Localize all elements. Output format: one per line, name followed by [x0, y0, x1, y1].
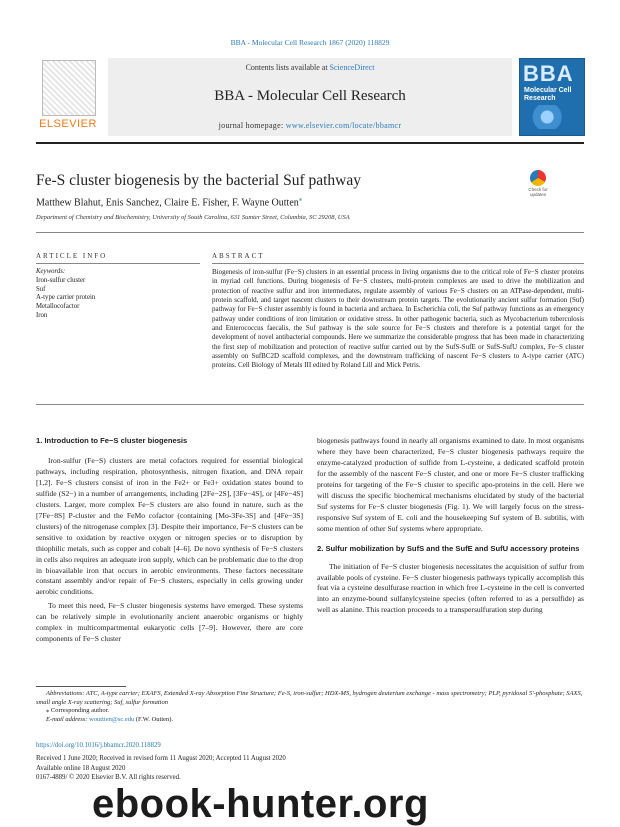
- publication-info: [36, 741, 336, 783]
- body-column-right: [317, 436, 584, 619]
- email-label: E-mail address:: [46, 715, 90, 723]
- abbreviations-footnote: Abbreviations: ATC, A-type carrier; EXAFS, Extended X-ray Absorption Fine Structure; Fe-S, iron-sulfur; HDX-MS, hydrogen deuterium exchange - mass spectrometry; PLP, pyridoxal 5′-phosphate; SAXS, small angle X-ray scattering; Suf, sulfur formation: [36, 690, 583, 706]
- watermark: ebook-hunter.org: [92, 782, 429, 826]
- elsevier-tree-icon: [42, 60, 96, 116]
- divider: [36, 263, 200, 264]
- abstract-text: Biogenesis of iron-sulfur (Fe−S) clusters in an essential process in living organisms due to the critical role of Fe−S cluster proteins in myriad cell functions. During biogenesis of Fe−S clusters, multi-protein complexes are used to drive the mobilization and protection of reactive sulfur and iron intermediates, regulate assembly of various Fe−S clusters on an ATPase-dependent, multi-protein scaffold, and target nascent clusters to their downstream protein targets. The evolutionarily ancient sulfur formation (Suf) pathway for Fe−S cluster assembly is found in bacteria and archaea. In Escherichia coli, the Suf pathway functions as an emergency pathway under conditions of iron limitation or oxidative stress. In other pathogenic bacteria, such as Mycobacterium tuberculosis and Enterococcus faecalis, the Suf pathway is the sole source for Fe−S clusters and therefore is a potential target for the development of novel antibacterial compounds. Here we summarize the considerable progress that has been made in characterizing the first step of mobilization and protection of reactive sulfur carried out by the SufS-SufE or SufS-SufU complex, Fe−S cluster assembly on SufBC2D scaffold complexes, and the downstream trafficking of nascent Fe−S clusters to A-type carrier (ATC) proteins. Cell Biology of Metals III edited by Roland Lill and Mick Petris.: [212, 268, 584, 370]
- journal-name: BBA - Molecular Cell Research: [214, 88, 406, 104]
- journal-cover-image: [519, 58, 585, 136]
- divider: [36, 404, 584, 405]
- keyword-item: Metallocofactor: [36, 303, 80, 311]
- corresponding-author-footnote: ⁎ Corresponding author.: [46, 707, 110, 715]
- body-paragraph: To meet this need, Fe−S cluster biogenesis systems have emerged. These systems can be relatively simple in evolutionarily ancient anaerobic organisms or highly complex in multicompartmental eukaryotic cells [7–9]. However, there are core components of Fe−S cluster: [36, 601, 303, 644]
- article-title: Fe-S cluster biogenesis by the bacterial Suf pathway: [36, 172, 361, 189]
- cover-subtitle: Molecular Cell Research: [524, 87, 572, 102]
- available-online: Available online 18 August 2020: [36, 764, 126, 772]
- divider: [212, 263, 584, 264]
- section-2-heading: 2. Sulfur mobilization by SufS and the SufE and SufU accessory proteins: [317, 543, 580, 553]
- corresponding-author-mark[interactable]: ⁎: [298, 195, 303, 203]
- keyword-item: Iron-sulfur cluster: [36, 276, 86, 284]
- sciencedirect-link[interactable]: ScienceDirect: [329, 63, 375, 72]
- cover-title: BBA: [523, 61, 574, 86]
- doi-link[interactable]: https://doi.org/10.1016/j.bbamcr.2020.118829: [36, 742, 161, 749]
- email-footnote: [36, 716, 584, 725]
- article-info-heading: ARTICLE INFO: [36, 252, 108, 260]
- contents-prefix: Contents lists available at: [245, 63, 330, 72]
- keyword-item: A-type carrier protein: [36, 294, 96, 302]
- keyword-item: Suf: [36, 285, 46, 293]
- keywords-label: Keywords:: [36, 268, 66, 275]
- check-updates-icon: [530, 170, 546, 186]
- contents-line: [108, 63, 512, 72]
- email-suffix: (F.W. Outten).: [134, 715, 174, 723]
- check-updates-label: Check for updates: [528, 187, 548, 197]
- keywords-block: [36, 268, 200, 321]
- affiliation: Department of Chemistry and Biochemistry, University of South Carolina, 631 Sumter Street, Columbia, SC 29208, USA: [36, 214, 350, 221]
- section-1-heading: 1. Introduction to Fe−S cluster biogenesis: [36, 436, 188, 445]
- body-paragraph: Iron-sulfur (Fe−S) clusters are metal cofactors required for essential biological pathways, including respiration, photosynthesis, nitrogen fixation, and DNA repair [1,2]. Fe−S clusters consist of iron in the Fe2+ or Fe3+ oxidation states bound to sulfide (S2−) in a number of arrangements, including [2Fe−2S], [3Fe−4S], or [4Fe−4S] clusters. Larger, more complex Fe−S clusters are also found in nature, such as the [7Fe−8S] P-cluster and the FeMo cofactor (containing [Mo-3Fe-3S] and [4Fe−3S] clusters) of the nitrogenase complex [3]. Despite their importance, Fe−S clusters can be sensitive to oxidation by reactive oxygen or nitrogen species or to disruption by thiophilic metals, such as copper and cobalt [4–6]. De novo synthesis of Fe−S clusters in cells also requires an adequate iron supply, which can be problematic due to the drop in bioavailable iron that occurs in aerobic environments. These factors necessitate constant assembly and/or repair of Fe−S clusters, especially in cells growing under aerobic conditions.: [36, 456, 303, 597]
- header-rule: [36, 142, 584, 144]
- journal-citation-line: BBA - Molecular Cell Research 1867 (2020) 118829: [230, 38, 390, 47]
- cover-art: [528, 105, 576, 129]
- body-paragraph: biogenesis pathways found in nearly all organisms examined to date. In most organisms where they have been characterized, Fe−S cluster biogenesis pathways require the enzyme-catalyzed production of sulfide from L-cysteine, a dedicated scaffold protein for the assembly of the nascent Fe−S cluster, and one or more Fe−S cluster trafficking proteins for targeting of the Fe−S cluster to specific apo-proteins in the cell. Here we will discuss the specific biochemical mechanisms elucidated by study of the bacterial Suf systems for Fe−S cluster biogenesis (Fig. 1). We will largely focus on the stress-responsive Suf system of E. coli and the housekeeping Suf system of B. subtilis, with some mention of other Suf systems where appropriate.: [317, 436, 584, 533]
- author-email-link[interactable]: wouttien@sc.edu: [89, 715, 135, 723]
- homepage-prefix: journal homepage:: [218, 121, 286, 130]
- authors-text: Matthew Blahut, Enis Sanchez, Claire E. Fisher, F. Wayne Outten: [36, 197, 299, 209]
- keyword-item: Iron: [36, 311, 48, 319]
- journal-homepage-link[interactable]: www.elsevier.com/locate/bbamcr: [285, 121, 402, 130]
- elsevier-wordmark: ELSEVIER: [39, 118, 97, 130]
- divider: [36, 232, 584, 233]
- body-paragraph: The initiation of Fe−S cluster biogenesis necessitates the acquisition of sulfur from available pools of cysteine. Fe−S cluster biogenesis pathways typically accomplish this feat via a cysteine desulfurase reaction in which free L-cysteine in the cell is converted into an enzyme-bound sulfanylcysteine species (often referred to as a persulfide) as well as alanine. This reaction proceeds to a transpersulfuration step during: [317, 561, 584, 615]
- author-list: [36, 195, 556, 208]
- copyright-line: 0167-4889/ © 2020 Elsevier B.V. All rights reserved.: [36, 774, 181, 782]
- footnotes: [36, 690, 584, 724]
- abstract-heading: ABSTRACT: [212, 252, 265, 260]
- elsevier-logo: [36, 58, 100, 134]
- journal-homepage-line: [108, 121, 512, 130]
- received-dates: Received 1 June 2020; Received in revised form 11 August 2020; Accepted 11 August 2020: [36, 755, 286, 763]
- footnote-rule: [36, 686, 126, 687]
- body-column-left: [36, 456, 303, 648]
